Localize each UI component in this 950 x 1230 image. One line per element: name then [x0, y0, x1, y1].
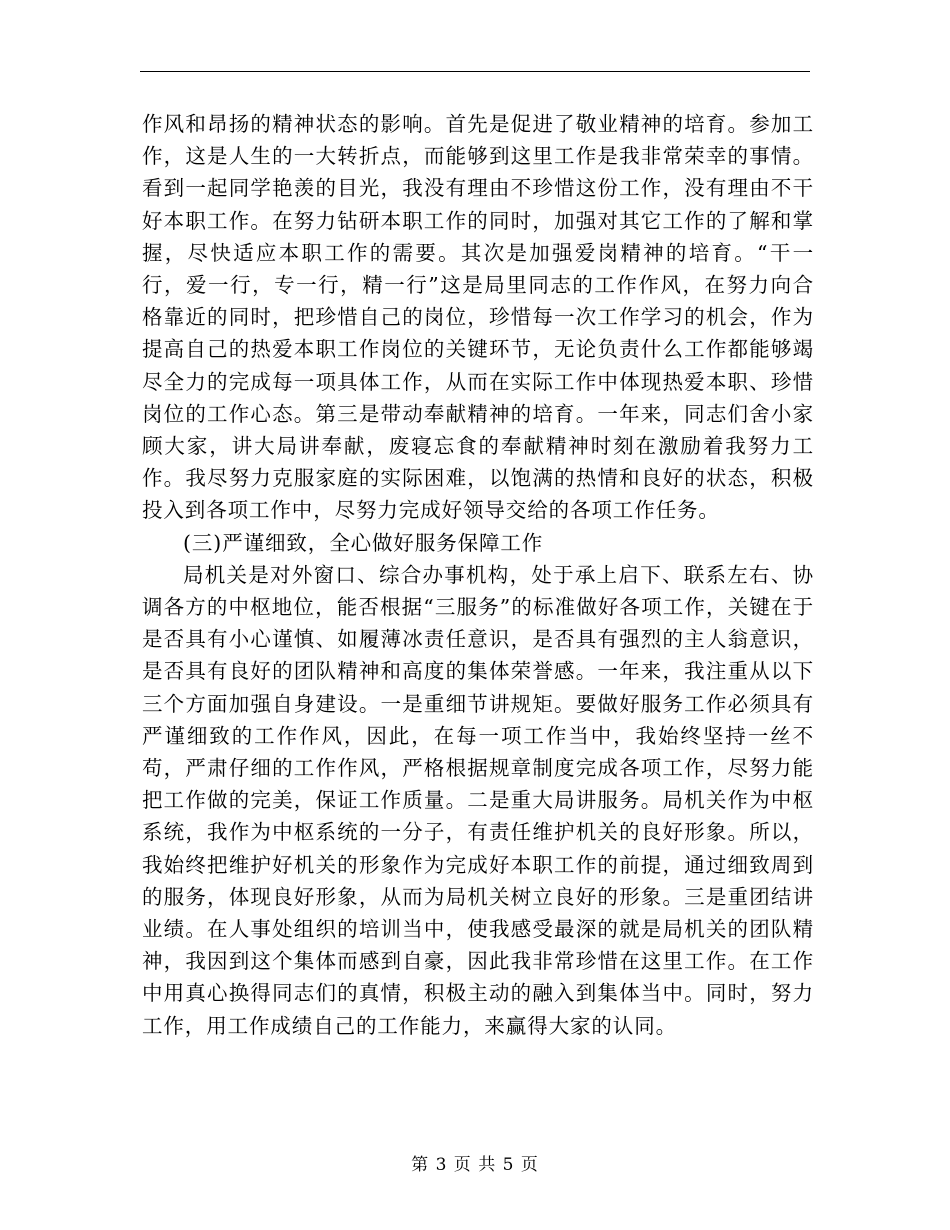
paragraph-1: 作风和昂扬的精神状态的影响。首先是促进了敬业精神的培育。参加工作，这是人生的一大转折点，而能够到这里工作是我非常荣幸的事情。看到一起同学艳羡的目光，我没有理由不珍惜这份工作，没有理由不干好本职工作。在努力钻研本职工作的同时，加强对其它工作的了解和掌握，尽快适应本职工作的需要。其次是加强爱岗精神的培育。“干一行，爱一行，专一行，精一行”这是局里同志的工作作风，在努力向合格靠近的同时，把珍惜自己的岗位，珍惜每一次工作学习的机会，作为提高自己的热爱本职工作岗位的关键环节，无论负责什么工作都能够竭尽全力的完成每一项具体工作，从而在实际工作中体现热爱本职、珍惜岗位的工作心态。第三是带动奉献精神的培育。一年来，同志们舍小家顾大家，讲大局讲奉献，废寝忘食的奉献精神时刻在激励着我努力工作。我尽努力克服家庭的实际困难，以饱满的热情和良好的状态，积极投入到各项工作中，尽努力完成好领导交给的各项工作任务。 — [142, 112, 814, 523]
section-heading: (三)严谨细致，全心做好服务保障工作 — [183, 530, 544, 555]
paragraph-2: 局机关是对外窗口、综合办事机构，处于承上启下、联系左右、协调各方的中枢地位，能否根据“三服务”的标准做好各项工作，关键在于是否具有小心谨慎、如履薄冰责任意识，是否具有强烈的主人翁意识，是否具有良好的团队精神和高度的集体荣誉感。一年来，我注重从以下三个方面加强自身建设。一是重细节讲规矩。要做好服务工作必须具有严谨细致的工作作风，因此，在每一项工作当中，我始终坚持一丝不苟，严肃仔细的工作作风，严格根据规章制度完成各项工作，尽努力能把工作做的完美，保证工作质量。二是重大局讲服务。局机关作为中枢系统，我作为中枢系统的一分子，有责任维护机关的良好形象。所以，我始终把维护好机关的形象作为完成好本职工作的前提，通过细致周到的服务，体现良好形象，从而为局机关树立良好的形象。三是重团结讲业绩。在人事处组织的培训当中，使我感受最深的就是局机关的团队精神，我因到这个集体而感到自豪，因此我非常珍惜在这里工作。在工作中用真心换得同志们的真情，积极主动的融入到集体当中。同时，努力工作，用工作成绩自己的工作能力，来赢得大家的认同。 — [142, 562, 814, 1038]
page-number: 第 3 页 共 5 页 — [411, 1155, 539, 1175]
document-body — [142, 108, 814, 1042]
header-rule — [140, 71, 810, 72]
